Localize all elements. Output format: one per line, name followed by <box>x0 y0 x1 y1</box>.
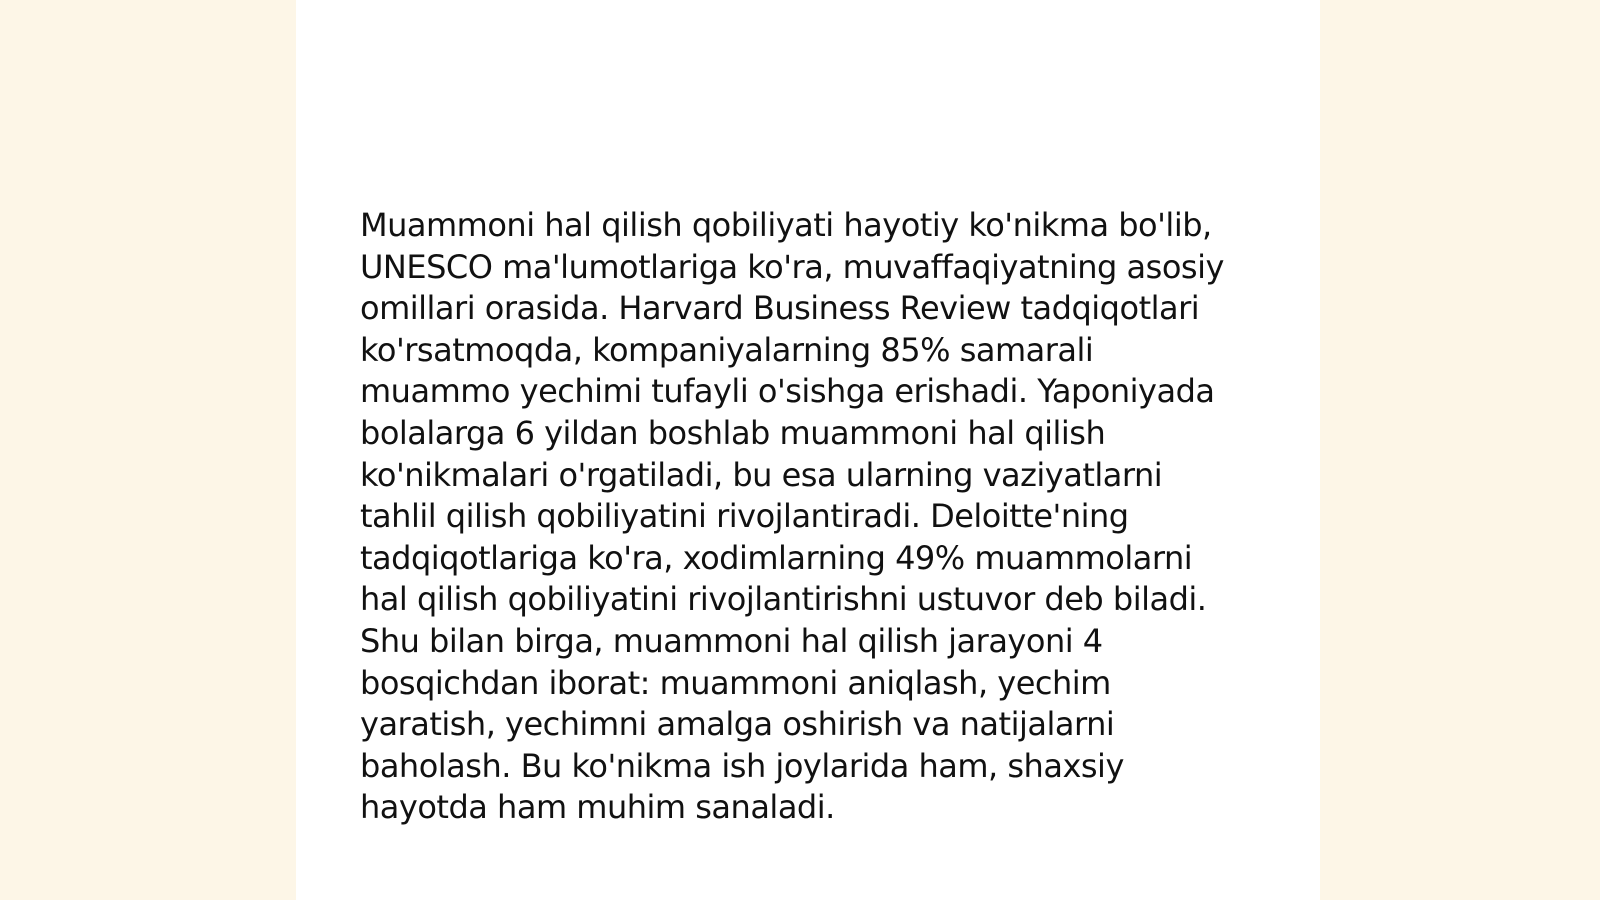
document-page <box>296 0 1320 900</box>
body-paragraph: Muammoni hal qilish qobiliyati hayotiy ko'nikma bo'lib, UNESCO ma'lumotlariga ko'ra, muvaffaqiyatning asosiy omillari orasida. Harvard Business Review tadqiqotlari ko'rsatmoqda, kompaniyalarning 85% samarali muammo yechimi tufayli o'sishga erishadi. Yaponiyada bolalarga 6 yildan boshlab muammoni hal qilish ko'nikmalari o'rgatiladi, bu esa ularning vaziyatlarni tahlil qilish qobiliyatini rivojlantiradi. Deloitte'ning tadqiqotlariga ko'ra, xodimlarning 49% muammolarni hal qilish qobiliyatini rivojlantirishni ustuvor deb biladi. Shu bilan birga, muammoni hal qilish jarayoni 4 bosqichdan iborat: muammoni aniqlash, yechim yaratish, yechimni amalga oshirish va natijalarni baholash. Bu ko'nikma ish joylarida ham, shaxsiy hayotda ham muhim sanaladi. <box>360 206 1224 827</box>
